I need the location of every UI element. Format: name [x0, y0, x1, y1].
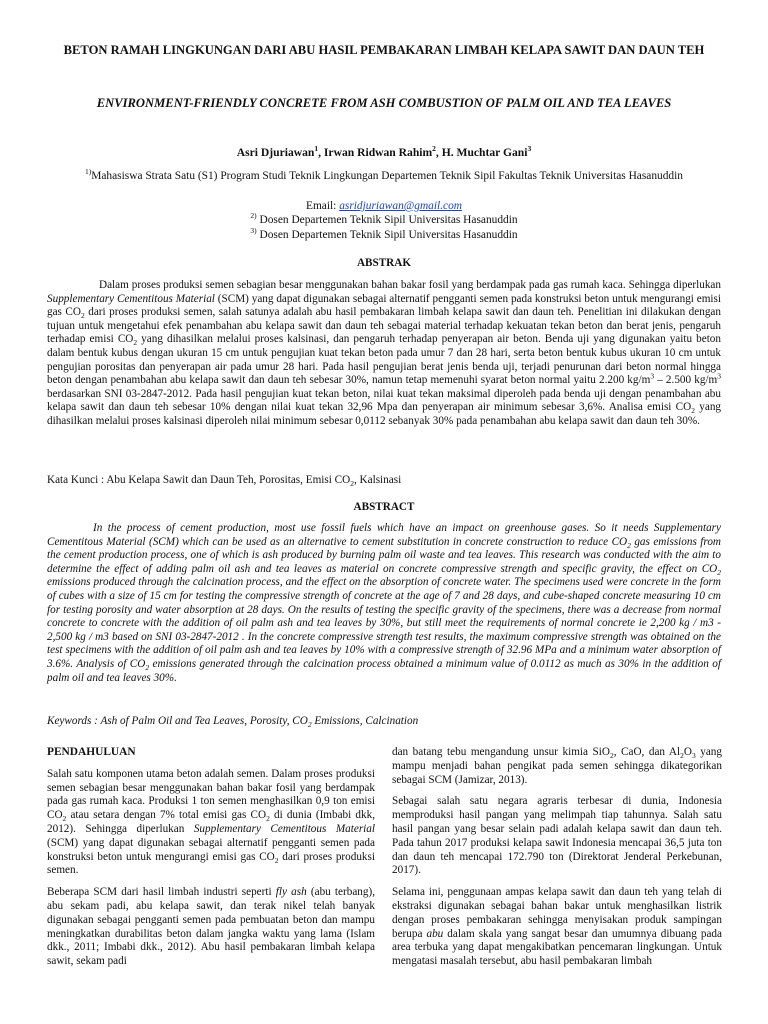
affiliation-3-text: Dosen Departemen Teknik Sipil Universitas Hasanuddin: [256, 229, 518, 241]
keywords-text: Emissions, Calcination: [311, 715, 419, 727]
body-abu-term: abu: [426, 927, 444, 940]
body-text: Selama ini, penggunaan ampas kelapa sawit dan daun teh yang telah di ekstraksi digunakan sebagai bahan bakar untuk menghasilkan listrik dengan proses pembakaran sehingga menyisakan produk sampingan berupa: [392, 886, 722, 940]
body-text: yang mampu menjadi bahan pengikat pada semen sehingga dikategorikan sebagai SCM (Jamizar, 2013).: [392, 746, 722, 786]
title-indonesian: BETON RAMAH LINGKUNGAN DARI ABU HASIL PEMBAKARAN LIMBAH KELAPA SAWIT DAN DAUN TEH: [63, 43, 705, 57]
kata-kunci: [47, 474, 721, 488]
kata-kunci-text: Kata Kunci : Abu Kelapa Sawit dan Daun Teh, Porositas, Emisi CO: [47, 474, 351, 486]
title-english: ENVIRONMENT-FRIENDLY CONCRETE FROM ASH COMBUSTION OF PALM OIL AND TEA LEAVES: [96, 96, 672, 110]
abstrak-text: Dalam proses produksi semen sebagian besar menggunakan bahan bakar fosil yang berdampak pada gas rumah kaca. Sehingga diperlukan: [99, 279, 721, 291]
body-flyash-term: fly ash: [275, 886, 307, 899]
body-text: Beberapa SCM dari hasil limbah industri seperti: [47, 886, 276, 899]
co2-subscript: 2: [80, 311, 85, 321]
co2-subscript: 2: [691, 406, 695, 416]
body-column-left: [47, 746, 375, 977]
affiliation-2-text: Dosen Departemen Teknik Sipil Universitas Hasanuddin: [256, 214, 518, 226]
abstrak-text: dari proses produksi semen, salah satunya adalah abu hasil pembakaran limbah kelapa sawit dan daun teh. Penelitian ini dilakukan dengan tujuan untuk mengetahui efek penambahan abu kelapa sawit dan daun teh sebagai material terhadap kekuatan tekan beton dan berat jenis, pengaruh terhadap emisi CO: [47, 306, 721, 346]
affiliation-2-mark: 2): [250, 211, 257, 221]
keywords-text: Keywords : Ash of Palm Oil and Tea Leaves, Porosity, CO: [47, 715, 308, 727]
body-text: , CaO, dan Al: [613, 746, 681, 758]
body-paragraph-2: [47, 886, 375, 969]
body-paragraph-3: [392, 746, 722, 787]
affiliation-3-mark: 3): [250, 226, 257, 236]
co2-subscript: 2: [62, 814, 67, 824]
body-paragraph-4: Sebagai salah satu negara agraris terbesar di dunia, Indonesia memproduksi hasil pangan yang melimpah tiap tahunnya. Salah satu hasil pangan yang besar selain padi adalah kelapa sawit dan daun teh. Pada tahun 2017 produksi kelapa sawit Indonesia mencapai 36,5 juta ton dan daun teh mencapai 172.790 ton (Direktorat Jenderal Perkebunan, 2017).: [392, 795, 722, 877]
author-2-mark: 2: [432, 144, 436, 154]
body-paragraph-1: [47, 768, 375, 878]
abstrak-paragraph: [47, 279, 721, 429]
affiliation-1-mark: 1): [85, 167, 92, 177]
body-column-right: [392, 746, 722, 977]
sio2-subscript: 2: [609, 751, 614, 761]
body-text: dan batang tebu mengandung unsur kimia SiO: [392, 746, 610, 758]
body-text: atau setara dengan 7% total emisi gas CO: [66, 809, 267, 822]
abstrak-text: yang dihasilkan melalui proses kalsinasi, dan pengaruh terhadap penyerapan air beton. Benda uji yang digunakan yaitu beton dalam bentuk kubus dengan ukuran 15 cm untuk pengujian kuat tekan beton pada umur 7 dan 28 hari, serta beton bentuk kubus ukuran 10 cm untuk pengujian porositas dan penyerapan air pada umur 28 hari. Pada hasil pengujian berat jenis benda uji, terjadi penurunan dari beton normal hingga beton dengan penambahan abu kelapa sawit dan daun teh sebesar 30%, namun tetap memenuhi syarat beton normal yaitu 2.200 kg/m: [47, 333, 721, 387]
body-text: O: [683, 746, 692, 758]
abstract-text: emissions generated through the calcination process obtained a minimum value of 0.0112 as much as 30% in the addition of palm oil and tea leaves 30%.: [47, 657, 721, 684]
email-link[interactable]: asridjuriawan@gmail.com: [339, 200, 463, 212]
affiliation-2: [60, 213, 708, 228]
abstract-heading: ABSTRACT: [353, 501, 415, 513]
affiliation-1-text: Mahasiswa Strata Satu (S1) Program Studi Teknik Lingkungan Departemen Teknik Sipil Fakultas Teknik Universitas Hasanuddin: [91, 170, 683, 182]
author-3: , H. Muchtar Gani: [435, 146, 528, 159]
affiliation-1: [60, 169, 708, 184]
pendahuluan-heading: PENDAHULUAN: [47, 746, 136, 758]
co2-subscript: 2: [133, 338, 138, 348]
co2-subscript: 2: [274, 855, 279, 865]
abstrak-text: – 2.500 kg/m: [654, 374, 718, 387]
body-text: di dunia (Imbabi dkk, 2012). Sehingga diperlukan: [47, 809, 375, 835]
co2-subscript: 2: [266, 814, 270, 824]
abstract-text: In the process of cement production, most use fossil fuels which have an impact on greenhouse gases. So it needs Supplementary Cementitous Material (SCM) which can be used as an alternative to cement substitution in concrete construction to reduce CO: [47, 522, 721, 548]
body-text: dalam skala yang sangat besar dan umumnya dibuang pada area terbuka yang dapat mengakibatkan pencemaran lingkungan. Untuk mengatasi masalah tersebut, abu hasil pembakaran limbah: [392, 927, 722, 968]
cubic-superscript: 3: [650, 371, 655, 381]
author-3-mark: 3: [527, 144, 532, 154]
kata-kunci-text: , Kalsinasi: [353, 474, 402, 486]
author-1-mark: 1: [314, 144, 319, 154]
author-1: Asri Djuriawan: [236, 146, 315, 159]
al2o3-subscript: 2: [680, 751, 684, 761]
abstract-text: gas emissions from the cement production process, one of which is ash produced by burning palm oil waste and tea leaves. This research was conducted with the aim to determine the effect of adding palm oil ash and tea leaves as material on concrete compressive strength and specific gravity, the effect on CO: [47, 535, 721, 575]
co2-subscript: 2: [307, 720, 312, 730]
abstract-text: emissions produced through the calcination process, and the effect on the absorption of concrete water. The specimens used were concrete in the form of cubes with a size of 15 cm for testing the compressive strength of concrete at the age of 7 and 28 days, and cube-shaped concrete measuring 10 cm for testing porosity and water absorption at 28 days. On the results of testing the specific gravity of the specimens, there was a decrease from normal concrete to concrete with the addition of oil palm ash and tea leaves by 30%, but still meet the requirements of normal concrete ie 2,200 kg / m3 - 2,500 kg / m3 based on SNI 03-2847-2012 . In the concrete compressive strength test results, the maximum compressive strength was obtained on the test specimens with the addition of oil palm ash and tea leaves by 10% with a compressive strength of 32.96 MPa and a minimum water absorption of 3.6%. Analysis of CO: [47, 576, 721, 670]
body-text: (SCM) yang dapat digunakan sebagai alternatif pengganti semen pada konstruksi beton untuk mengurangi emisi gas CO: [47, 836, 375, 863]
abstrak-scm-term: Supplementary Cementitous Material: [47, 292, 215, 305]
al2o3-subscript: 3: [691, 751, 696, 761]
email-label: Email:: [305, 200, 340, 212]
co2-subscript: 2: [145, 663, 150, 673]
co2-subscript: 2: [717, 568, 721, 578]
abstrak-text: yang dihasilkan melalui proses kalsinasi diperoleh nilai minimum sebesar 0,0112 sebanyak 30% pada penambahan abu kelapa sawit dan daun teh 30%.: [47, 401, 722, 427]
email-line: [60, 199, 708, 214]
co2-subscript: 2: [350, 479, 354, 489]
abstract-paragraph: [47, 522, 721, 685]
body-paragraph-5: [392, 886, 722, 969]
author-2: , Irwan Ridwan Rahim: [318, 146, 433, 159]
body-scm-term: Supplementary Cementitous Material: [193, 822, 375, 835]
body-text: Salah satu komponen utama beton adalah semen. Dalam proses produksi semen sebagian besar menggunakan bahan bakar fosil yang berdampak pada gas rumah kaca. Produksi 1 ton semen menghasilkan 0,9 ton emisi CO: [47, 767, 375, 822]
affiliation-3: [60, 228, 708, 243]
co2-subscript: 2: [627, 540, 631, 550]
body-text: dari proses produksi semen.: [47, 850, 375, 877]
abstrak-heading: ABSTRAK: [356, 257, 412, 269]
abstrak-text: berdasarkan SNI 03-2847-2012. Pada hasil pengujian kuat tekan beton, nilai kuat tekan maksimal diperoleh pada benda uji dengan penambahan abu kelapa sawit dan daun teh sebesar 10% dengan nilai kuat tekan 32,96 Mpa dan penyerapan air minimum sebesar 3,6%. Analisa emisi CO: [47, 387, 721, 414]
cubic-superscript: 3: [717, 371, 721, 381]
abstrak-text: (SCM) yang dapat digunakan sebagai alternatif pengganti semen pada konstruksi beton untuk mengurangi emisi gas CO: [47, 292, 721, 319]
author-list: [40, 146, 728, 159]
keywords: [47, 715, 721, 729]
body-text: (abu terbang), abu sekam padi, abu kelapa sawit, dan terak nikel telah banyak digunakan sebagai pengganti semen pada pembuatan beton dan mampu meningkatkan durabilitas beton dalam jangka waktu yang lama (Islam dkk., 2011; Imbabi dkk., 2012). Abu hasil pembakaran limbah kelapa sawit, sekam padi: [47, 886, 376, 968]
